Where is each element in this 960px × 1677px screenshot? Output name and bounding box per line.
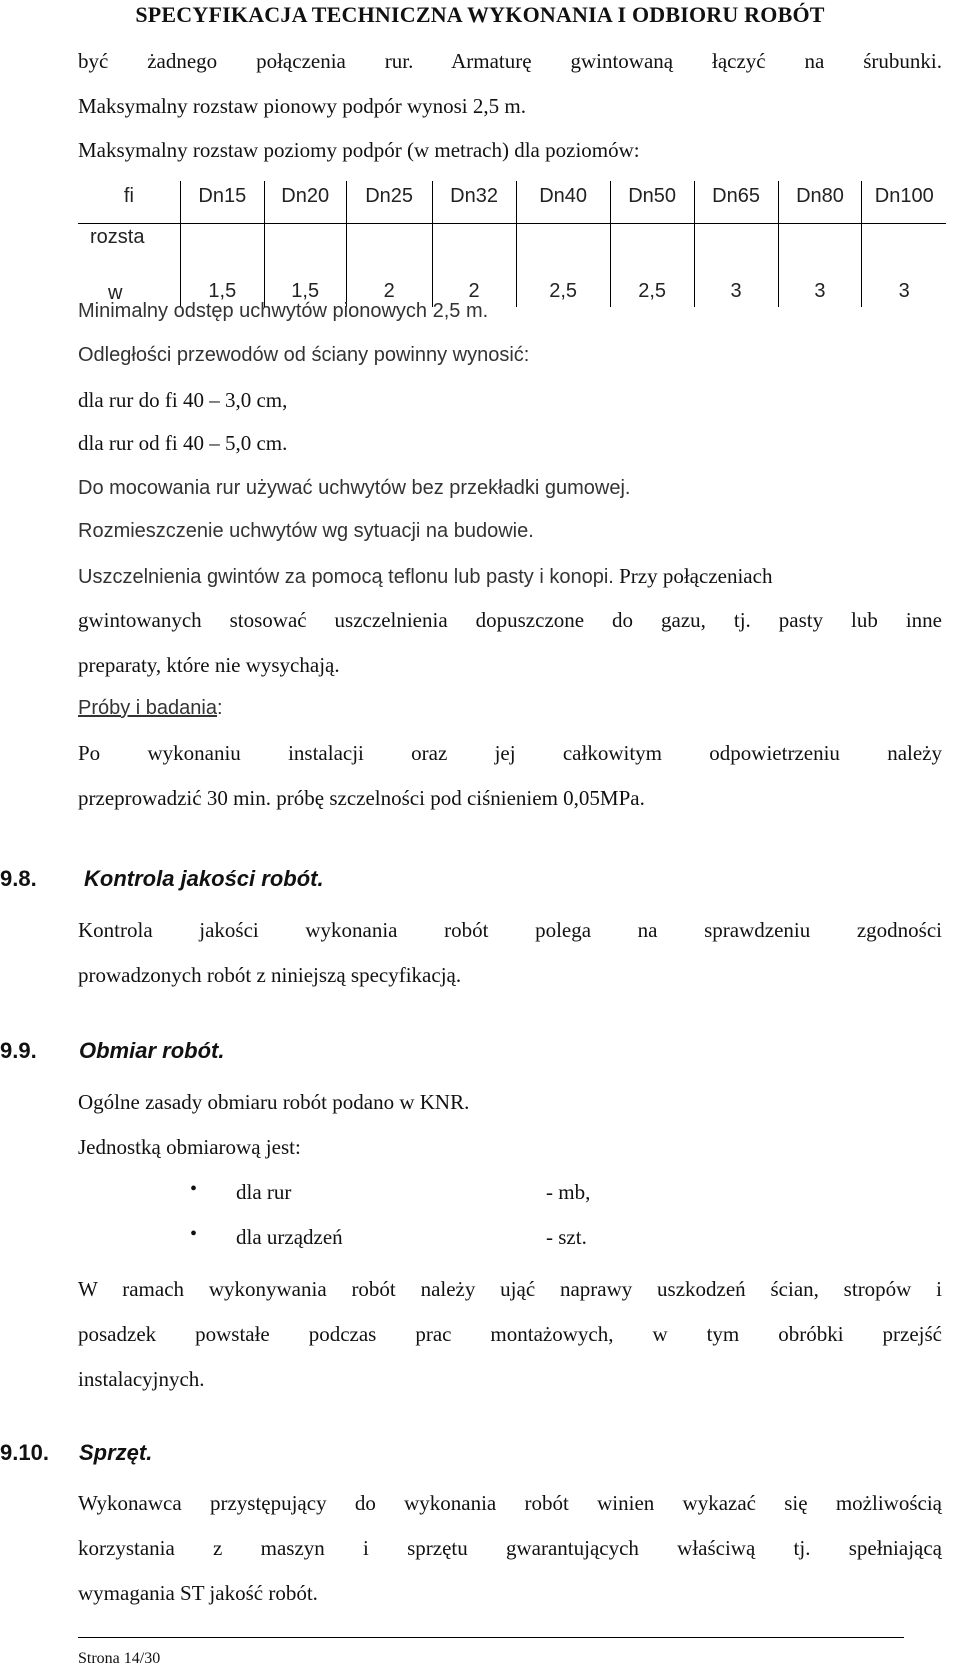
table-cell: Dn40 [516,181,610,223]
list-item [190,1180,890,1206]
section-title: Kontrola jakości robót. [84,866,324,891]
sec99-line-3: W ramach wykonywania robót należy ująć naprawy uszkodzeń ścian, stropów i [78,1277,942,1301]
table-cell: Dn20 [264,181,346,223]
dist-a-text: dla rur do fi 40 – 3,0 cm, [78,388,288,412]
table-cell: 2 [432,223,516,307]
table-cell: 3 [694,223,778,307]
sec910-line-3: wymagania ST jakość robót. [78,1581,318,1605]
table-cell: 2,5 [610,223,694,307]
mounting-text: Do mocowania rur używać uchwytów bez przekładki gumowej. [78,477,631,499]
dist-wall-text: Odległości przewodów od ściany powinny wynosić: [78,344,530,366]
sec910-line-1: Wykonawca przystępujący do wykonania robót winien wykazać się możliwością [78,1491,942,1515]
table-cell: Dn80 [778,181,862,223]
tests-line-1: Po wykonaniu instalacji oraz jej całkowitym odpowietrzeniu należy [78,741,942,765]
table-head-rozstaw [78,223,180,307]
table-row-diameters [78,181,946,223]
sec910-line-2: korzystania z maszyn i sprzętu gwarantujących właściwą tj. spełniającą [78,1536,942,1560]
table-cell: Dn32 [432,181,516,223]
sec98-line-2: prowadzonych robót z niniejszą specyfikacją. [78,963,462,987]
page-number: Strona 14/30 [78,1650,161,1667]
list-item-unit: - mb, [546,1180,591,1204]
section-9-8-heading [0,866,960,896]
table-cell: 1,5 [264,223,346,307]
table-cell: 3 [862,223,946,307]
intro-line-2: Maksymalny rozstaw pionowy podpór wynosi 2,5 m. [78,94,526,118]
table-head-rozstaw-b: w [108,281,123,304]
table-cell: 3 [778,223,862,307]
dist-b-text: dla rur od fi 40 – 5,0 cm. [78,431,288,455]
table-row-spacing [78,223,946,307]
section-number: 9.10. [0,1440,49,1465]
section-9-9-heading [0,1038,960,1068]
table-cell: Dn25 [346,181,432,223]
section-9-10-heading [0,1440,960,1470]
list-item-unit: - szt. [546,1225,587,1249]
sec99-line-2: Jednostką obmiarową jest: [78,1135,301,1159]
min-handle-text: Minimalny odstęp uchwytów pionowych 2,5 m. [78,300,489,322]
footer-divider [78,1637,904,1638]
tests-colon: : [216,697,223,719]
tests-heading [78,695,942,721]
list-item-name: dla urządzeń [236,1225,343,1249]
bullet-icon: • [190,1178,198,1200]
section-title: Obmiar robót. [79,1038,225,1063]
list-item-name: dla rur [236,1180,292,1204]
sec98-line-1: Kontrola jakości wykonania robót polega na sprawdzeniu zgodności [78,918,942,942]
table-cell: Dn100 [862,181,946,223]
tests-line-2: przeprowadzić 30 min. próbę szczelności pod ciśnieniem 0,05MPa. [78,786,645,810]
table-cell: Dn15 [180,181,264,223]
table-cell: Dn65 [694,181,778,223]
sec99-line-5: instalacyjnych. [78,1367,205,1391]
table-head-rozstaw-a: rozsta [90,225,145,248]
section-title: Sprzęt. [79,1440,153,1465]
support-spacing-table [78,181,946,307]
intro-line-3: Maksymalny rozstaw poziomy podpór (w metrach) dla poziomów: [78,138,640,162]
seal-line-1a: Uszczelnienia gwintów za pomocą teflonu lub pasty i konopi. [78,566,614,588]
section-number: 9.8. [0,866,37,891]
section-number: 9.9. [0,1038,37,1063]
sec99-line-1: Ogólne zasady obmiaru robót podano w KNR. [78,1090,470,1114]
table-cell: 2,5 [516,223,610,307]
list-item [190,1225,890,1251]
seal-line-1 [78,563,942,590]
table-cell: 1,5 [180,223,264,307]
tests-label: Próby i badania [78,697,217,719]
table-cell: Dn50 [610,181,694,223]
placement-text: Rozmieszczenie uchwytów wg sytuacji na budowie. [78,520,534,542]
seal-line-1b: Przy połączeniach [619,564,773,588]
sec99-line-4: posadzek powstałe podczas prac montażowych, w tym obróbki przejść [78,1322,942,1346]
bullet-icon: • [190,1223,198,1245]
page-header: SPECYFIKACJA TECHNICZNA WYKONANIA I ODBIORU ROBÓT [135,2,825,27]
table-head-fi: fi [123,185,134,207]
intro-line-1: być żadnego połączenia rur. Armaturę gwintowaną łączyć na śrubunki. [78,49,942,73]
seal-line-2: gwintowanych stosować uszczelnienia dopuszczone do gazu, tj. pasty lub inne [78,608,942,632]
table-cell: 2 [346,223,432,307]
seal-line-3: preparaty, które nie wysychają. [78,653,340,677]
